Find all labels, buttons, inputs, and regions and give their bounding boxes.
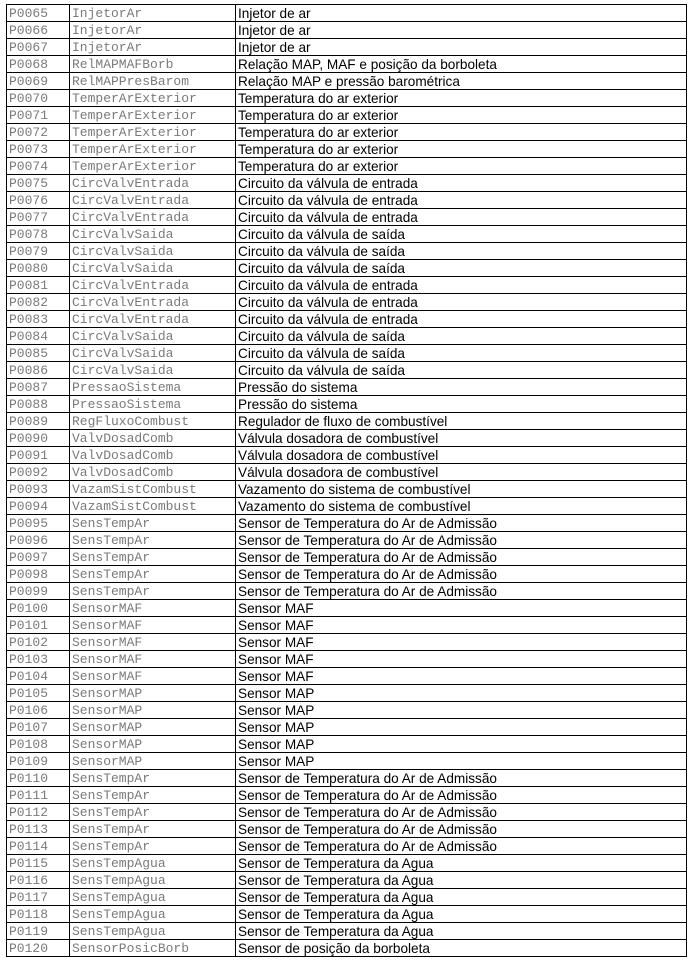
description-cell: Sensor de Temperatura da Agua bbox=[236, 889, 687, 906]
table-row bbox=[7, 821, 687, 838]
description-cell: Temperatura do ar exterior bbox=[236, 90, 687, 107]
name-cell: SensorMAF bbox=[70, 668, 236, 685]
description-cell: Injetor de ar bbox=[236, 5, 687, 22]
name-cell: TemperArExterior bbox=[70, 141, 236, 158]
name-cell: SensTempAgua bbox=[70, 872, 236, 889]
table-row bbox=[7, 872, 687, 889]
table-row bbox=[7, 277, 687, 294]
table-row bbox=[7, 413, 687, 430]
description-cell: Sensor de Temperatura do Ar de Admissão bbox=[236, 821, 687, 838]
code-cell: P0112 bbox=[7, 804, 70, 821]
table-row bbox=[7, 311, 687, 328]
name-cell: RelMAPPresBarom bbox=[70, 73, 236, 90]
code-cell: P0090 bbox=[7, 430, 70, 447]
description-cell: Sensor MAP bbox=[236, 702, 687, 719]
table-row bbox=[7, 141, 687, 158]
code-cell: P0073 bbox=[7, 141, 70, 158]
name-cell: SensTempAr bbox=[70, 821, 236, 838]
description-cell: Circuito da válvula de entrada bbox=[236, 175, 687, 192]
table-row bbox=[7, 464, 687, 481]
description-cell: Circuito da válvula de entrada bbox=[236, 209, 687, 226]
description-cell: Sensor de posição da borboleta bbox=[236, 940, 687, 957]
name-cell: SensTempAgua bbox=[70, 923, 236, 940]
name-cell: SensTempAr bbox=[70, 532, 236, 549]
code-cell: P0097 bbox=[7, 549, 70, 566]
description-cell: Circuito da válvula de saída bbox=[236, 260, 687, 277]
description-cell: Circuito da válvula de saída bbox=[236, 328, 687, 345]
name-cell: CircValvEntrada bbox=[70, 311, 236, 328]
code-cell: P0091 bbox=[7, 447, 70, 464]
table-row bbox=[7, 753, 687, 770]
name-cell: CircValvEntrada bbox=[70, 209, 236, 226]
name-cell: CircValvSaida bbox=[70, 328, 236, 345]
description-cell: Sensor MAF bbox=[236, 668, 687, 685]
table-row bbox=[7, 481, 687, 498]
table-row bbox=[7, 583, 687, 600]
name-cell: SensTempAr bbox=[70, 566, 236, 583]
code-cell: P0115 bbox=[7, 855, 70, 872]
code-cell: P0066 bbox=[7, 22, 70, 39]
code-cell: P0096 bbox=[7, 532, 70, 549]
table-row bbox=[7, 532, 687, 549]
description-cell: Temperatura do ar exterior bbox=[236, 158, 687, 175]
name-cell: CircValvSaida bbox=[70, 362, 236, 379]
table-row bbox=[7, 90, 687, 107]
description-cell: Sensor de Temperatura do Ar de Admissão bbox=[236, 566, 687, 583]
code-cell: P0086 bbox=[7, 362, 70, 379]
description-cell: Temperatura do ar exterior bbox=[236, 107, 687, 124]
code-cell: P0087 bbox=[7, 379, 70, 396]
name-cell: TemperArExterior bbox=[70, 124, 236, 141]
code-cell: P0078 bbox=[7, 226, 70, 243]
table-row bbox=[7, 260, 687, 277]
description-cell: Injetor de ar bbox=[236, 39, 687, 56]
name-cell: InjetorAr bbox=[70, 5, 236, 22]
description-cell: Temperatura do ar exterior bbox=[236, 141, 687, 158]
code-cell: P0117 bbox=[7, 889, 70, 906]
code-cell: P0068 bbox=[7, 56, 70, 73]
name-cell: SensTempAr bbox=[70, 770, 236, 787]
table-row bbox=[7, 855, 687, 872]
description-cell: Temperatura do ar exterior bbox=[236, 124, 687, 141]
description-cell: Sensor de Temperatura do Ar de Admissão bbox=[236, 787, 687, 804]
table-row bbox=[7, 56, 687, 73]
description-cell: Sensor de Temperatura da Agua bbox=[236, 923, 687, 940]
code-cell: P0111 bbox=[7, 787, 70, 804]
code-cell: P0114 bbox=[7, 838, 70, 855]
name-cell: CircValvEntrada bbox=[70, 192, 236, 209]
code-cell: P0092 bbox=[7, 464, 70, 481]
table-row bbox=[7, 515, 687, 532]
name-cell: SensorMAP bbox=[70, 753, 236, 770]
table-row bbox=[7, 73, 687, 90]
description-cell: Sensor MAF bbox=[236, 634, 687, 651]
table-row bbox=[7, 685, 687, 702]
name-cell: PressaoSistema bbox=[70, 396, 236, 413]
table-row bbox=[7, 889, 687, 906]
table-row bbox=[7, 923, 687, 940]
name-cell: SensTempAr bbox=[70, 549, 236, 566]
description-cell: Sensor de Temperatura do Ar de Admissão bbox=[236, 515, 687, 532]
name-cell: SensorMAF bbox=[70, 600, 236, 617]
name-cell: SensorMAP bbox=[70, 685, 236, 702]
table-row bbox=[7, 294, 687, 311]
table-row bbox=[7, 209, 687, 226]
code-cell: P0102 bbox=[7, 634, 70, 651]
description-cell: Sensor MAP bbox=[236, 685, 687, 702]
name-cell: CircValvSaida bbox=[70, 260, 236, 277]
table-row bbox=[7, 668, 687, 685]
table-row bbox=[7, 430, 687, 447]
table-row bbox=[7, 192, 687, 209]
description-cell: Sensor MAF bbox=[236, 651, 687, 668]
code-cell: P0108 bbox=[7, 736, 70, 753]
description-cell: Sensor de Temperatura do Ar de Admissão bbox=[236, 770, 687, 787]
table-row bbox=[7, 617, 687, 634]
table-row bbox=[7, 447, 687, 464]
name-cell: TemperArExterior bbox=[70, 158, 236, 175]
name-cell: SensorMAF bbox=[70, 651, 236, 668]
name-cell: ValvDosadComb bbox=[70, 464, 236, 481]
code-cell: P0120 bbox=[7, 940, 70, 957]
table-row bbox=[7, 107, 687, 124]
table-row bbox=[7, 158, 687, 175]
code-cell: P0065 bbox=[7, 5, 70, 22]
table-row bbox=[7, 906, 687, 923]
name-cell: SensTempAr bbox=[70, 838, 236, 855]
name-cell: CircValvSaida bbox=[70, 243, 236, 260]
table-row bbox=[7, 243, 687, 260]
code-cell: P0072 bbox=[7, 124, 70, 141]
code-cell: P0089 bbox=[7, 413, 70, 430]
table-row bbox=[7, 379, 687, 396]
code-cell: P0076 bbox=[7, 192, 70, 209]
description-cell: Circuito da válvula de saída bbox=[236, 345, 687, 362]
code-cell: P0071 bbox=[7, 107, 70, 124]
description-cell: Sensor MAP bbox=[236, 736, 687, 753]
table-row bbox=[7, 940, 687, 957]
name-cell: SensTempAgua bbox=[70, 906, 236, 923]
code-cell: P0110 bbox=[7, 770, 70, 787]
code-cell: P0099 bbox=[7, 583, 70, 600]
table-row bbox=[7, 345, 687, 362]
table-row bbox=[7, 362, 687, 379]
name-cell: SensorMAP bbox=[70, 702, 236, 719]
name-cell: TemperArExterior bbox=[70, 90, 236, 107]
name-cell: SensorPosicBorb bbox=[70, 940, 236, 957]
description-cell: Circuito da válvula de entrada bbox=[236, 192, 687, 209]
code-cell: P0104 bbox=[7, 668, 70, 685]
table-row bbox=[7, 396, 687, 413]
description-cell: Circuito da válvula de entrada bbox=[236, 277, 687, 294]
code-cell: P0085 bbox=[7, 345, 70, 362]
description-cell: Sensor de Temperatura do Ar de Admissão bbox=[236, 838, 687, 855]
description-cell: Circuito da válvula de entrada bbox=[236, 311, 687, 328]
description-cell: Válvula dosadora de combustível bbox=[236, 464, 687, 481]
code-cell: P0080 bbox=[7, 260, 70, 277]
name-cell: VazamSistCombust bbox=[70, 498, 236, 515]
name-cell: SensTempAgua bbox=[70, 889, 236, 906]
table-body bbox=[7, 5, 687, 957]
description-cell: Sensor de Temperatura do Ar de Admissão bbox=[236, 549, 687, 566]
table-row bbox=[7, 5, 687, 22]
obd-code-table bbox=[6, 4, 687, 957]
table-row bbox=[7, 634, 687, 651]
table-row bbox=[7, 787, 687, 804]
table-row bbox=[7, 498, 687, 515]
description-cell: Sensor de Temperatura do Ar de Admissão bbox=[236, 532, 687, 549]
code-cell: P0082 bbox=[7, 294, 70, 311]
name-cell: SensorMAP bbox=[70, 719, 236, 736]
code-cell: P0084 bbox=[7, 328, 70, 345]
name-cell: CircValvEntrada bbox=[70, 294, 236, 311]
code-cell: P0077 bbox=[7, 209, 70, 226]
code-cell: P0067 bbox=[7, 39, 70, 56]
code-cell: P0075 bbox=[7, 175, 70, 192]
table-row bbox=[7, 651, 687, 668]
description-cell: Vazamento do sistema de combustível bbox=[236, 481, 687, 498]
name-cell: SensTempAgua bbox=[70, 855, 236, 872]
code-cell: P0095 bbox=[7, 515, 70, 532]
name-cell: SensTempAr bbox=[70, 787, 236, 804]
table-row bbox=[7, 736, 687, 753]
name-cell: SensorMAF bbox=[70, 617, 236, 634]
name-cell: TemperArExterior bbox=[70, 107, 236, 124]
description-cell: Injetor de ar bbox=[236, 22, 687, 39]
name-cell: SensTempAr bbox=[70, 804, 236, 821]
code-cell: P0069 bbox=[7, 73, 70, 90]
description-cell: Sensor de Temperatura do Ar de Admissão bbox=[236, 583, 687, 600]
code-cell: P0118 bbox=[7, 906, 70, 923]
code-cell: P0079 bbox=[7, 243, 70, 260]
description-cell: Circuito da válvula de saída bbox=[236, 362, 687, 379]
name-cell: RegFluxoCombust bbox=[70, 413, 236, 430]
name-cell: SensTempAr bbox=[70, 583, 236, 600]
code-cell: P0083 bbox=[7, 311, 70, 328]
name-cell: CircValvSaida bbox=[70, 226, 236, 243]
name-cell: SensorMAP bbox=[70, 736, 236, 753]
name-cell: ValvDosadComb bbox=[70, 430, 236, 447]
description-cell: Relação MAP, MAF e posição da borboleta bbox=[236, 56, 687, 73]
name-cell: PressaoSistema bbox=[70, 379, 236, 396]
description-cell: Relação MAP e pressão barométrica bbox=[236, 73, 687, 90]
code-cell: P0100 bbox=[7, 600, 70, 617]
table-row bbox=[7, 22, 687, 39]
code-cell: P0109 bbox=[7, 753, 70, 770]
table-row bbox=[7, 600, 687, 617]
name-cell: SensTempAr bbox=[70, 515, 236, 532]
code-cell: P0074 bbox=[7, 158, 70, 175]
description-cell: Válvula dosadora de combustível bbox=[236, 430, 687, 447]
code-cell: P0101 bbox=[7, 617, 70, 634]
code-cell: P0103 bbox=[7, 651, 70, 668]
code-cell: P0070 bbox=[7, 90, 70, 107]
table-row bbox=[7, 702, 687, 719]
description-cell: Circuito da válvula de saída bbox=[236, 226, 687, 243]
description-cell: Sensor MAF bbox=[236, 617, 687, 634]
description-cell: Pressão do sistema bbox=[236, 379, 687, 396]
code-cell: P0088 bbox=[7, 396, 70, 413]
description-cell: Vazamento do sistema de combustível bbox=[236, 498, 687, 515]
code-cell: P0113 bbox=[7, 821, 70, 838]
name-cell: InjetorAr bbox=[70, 39, 236, 56]
code-cell: P0098 bbox=[7, 566, 70, 583]
name-cell: ValvDosadComb bbox=[70, 447, 236, 464]
description-cell: Sensor MAP bbox=[236, 719, 687, 736]
name-cell: CircValvEntrada bbox=[70, 175, 236, 192]
code-cell: P0105 bbox=[7, 685, 70, 702]
name-cell: SensorMAF bbox=[70, 634, 236, 651]
name-cell: InjetorAr bbox=[70, 22, 236, 39]
table-row bbox=[7, 549, 687, 566]
table-row bbox=[7, 328, 687, 345]
code-cell: P0094 bbox=[7, 498, 70, 515]
table-row bbox=[7, 39, 687, 56]
name-cell: CircValvSaida bbox=[70, 345, 236, 362]
table-row bbox=[7, 804, 687, 821]
description-cell: Regulador de fluxo de combustível bbox=[236, 413, 687, 430]
table-row bbox=[7, 566, 687, 583]
description-cell: Pressão do sistema bbox=[236, 396, 687, 413]
table-row bbox=[7, 838, 687, 855]
code-cell: P0116 bbox=[7, 872, 70, 889]
table-row bbox=[7, 719, 687, 736]
code-cell: P0107 bbox=[7, 719, 70, 736]
description-cell: Válvula dosadora de combustível bbox=[236, 447, 687, 464]
code-cell: P0106 bbox=[7, 702, 70, 719]
table-row bbox=[7, 175, 687, 192]
code-cell: P0081 bbox=[7, 277, 70, 294]
description-cell: Sensor de Temperatura da Agua bbox=[236, 906, 687, 923]
name-cell: CircValvEntrada bbox=[70, 277, 236, 294]
table-row bbox=[7, 124, 687, 141]
description-cell: Sensor MAP bbox=[236, 753, 687, 770]
description-cell: Circuito da válvula de saída bbox=[236, 243, 687, 260]
description-cell: Sensor de Temperatura da Agua bbox=[236, 855, 687, 872]
name-cell: VazamSistCombust bbox=[70, 481, 236, 498]
description-cell: Sensor de Temperatura do Ar de Admissão bbox=[236, 804, 687, 821]
description-cell: Sensor de Temperatura da Agua bbox=[236, 872, 687, 889]
description-cell: Circuito da válvula de entrada bbox=[236, 294, 687, 311]
code-cell: P0093 bbox=[7, 481, 70, 498]
description-cell: Sensor MAF bbox=[236, 600, 687, 617]
name-cell: RelMAPMAFBorb bbox=[70, 56, 236, 73]
table-row bbox=[7, 770, 687, 787]
code-cell: P0119 bbox=[7, 923, 70, 940]
table-row bbox=[7, 226, 687, 243]
